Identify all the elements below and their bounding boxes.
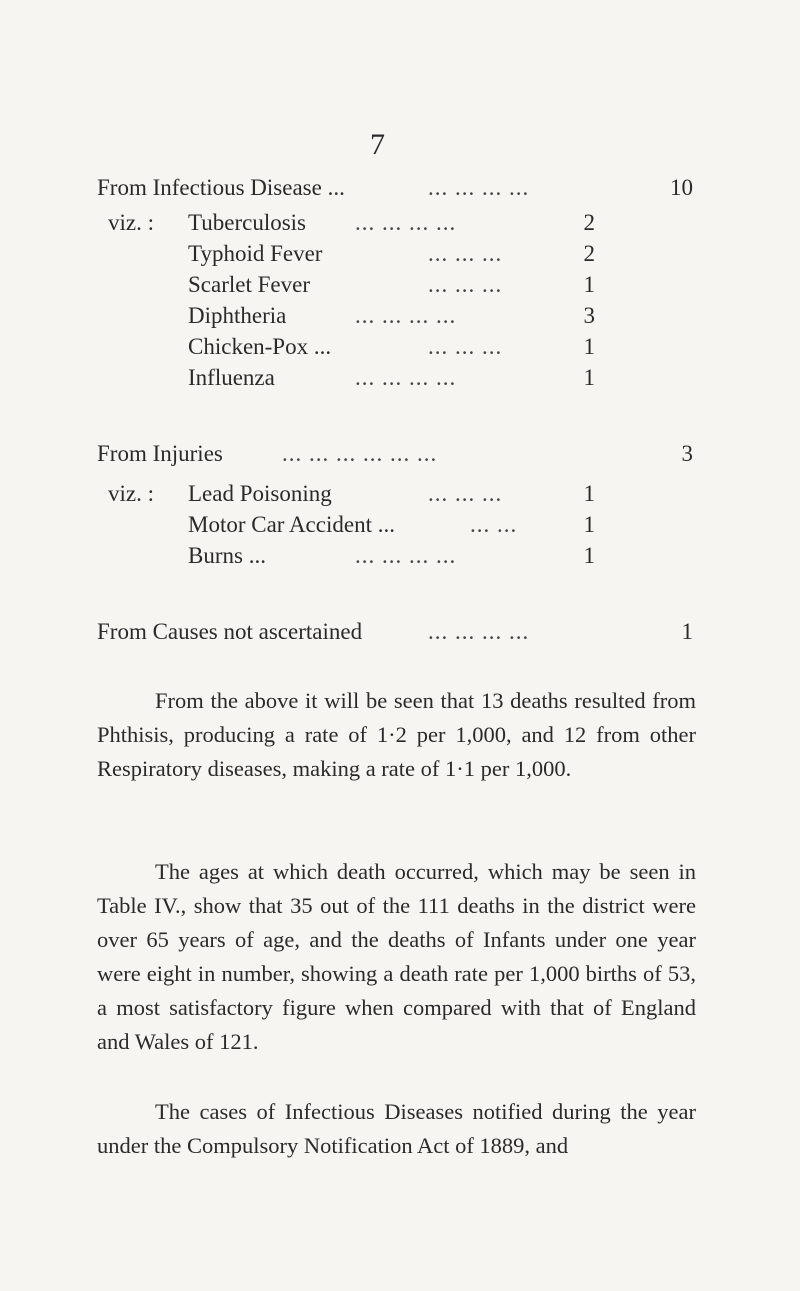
infectious-item-value: 2 xyxy=(583,210,595,235)
infectious-total: 10 xyxy=(670,175,693,200)
infectious-item-value: 1 xyxy=(583,272,595,297)
paragraph-text: The ages at which death occurred, which may be seen in Table IV., show that 35 out of the 111 deaths in the district were over 65 years of age, and the deaths of Infants under one year were eight in number, showing a death rate per 1,000 births of 53, a most satisfactory figure when compared with that of England and Wales of 121. xyxy=(97,859,696,1054)
not-ascertained-dots: ... ... ... ... xyxy=(428,619,530,644)
paragraph-phthisis xyxy=(97,684,696,786)
injuries-item-dots: ... ... xyxy=(470,512,518,537)
infectious-item-label: Influenza xyxy=(188,365,275,390)
injuries-heading-dots: ... ... ... ... ... ... xyxy=(282,441,438,466)
injuries-item-value: 1 xyxy=(583,512,595,537)
infectious-heading: From Infectious Disease ... xyxy=(97,175,345,200)
infectious-item-dots: ... ... ... xyxy=(428,272,503,297)
injuries-item-value: 1 xyxy=(583,481,595,506)
infectious-item-value: 1 xyxy=(583,334,595,359)
paragraph-text: The cases of Infectious Diseases notified during the year under the Compulsory Notification Act of 1889, and xyxy=(97,1099,696,1158)
infectious-item-dots: ... ... ... ... xyxy=(355,210,457,235)
paragraph-text: From the above it will be seen that 13 deaths resulted from Phthisis, producing a rate of 1·2 per 1,000, and 12 from other Respiratory diseases, making a rate of 1·1 per 1,000. xyxy=(97,688,696,781)
not-ascertained-total: 1 xyxy=(681,619,693,644)
injuries-item-dots: ... ... ... ... xyxy=(355,543,457,568)
infectious-item-dots: ... ... ... ... xyxy=(355,365,457,390)
injuries-item-value: 1 xyxy=(583,543,595,568)
injuries-item-label: Burns ... xyxy=(188,543,266,568)
infectious-item-dots: ... ... ... xyxy=(428,241,503,266)
injuries-item-dots: ... ... ... xyxy=(428,481,503,506)
infectious-item-label: Tuberculosis xyxy=(188,210,306,235)
injuries-item-label: Lead Poisoning xyxy=(188,481,332,506)
infectious-item-label: Chicken-Pox ... xyxy=(188,334,332,359)
infectious-item-dots: ... ... ... xyxy=(428,334,503,359)
injuries-heading: From Injuries xyxy=(97,441,223,466)
infectious-item-label: Scarlet Fever xyxy=(188,272,310,297)
injuries-total: 3 xyxy=(681,441,693,466)
paragraph-ages xyxy=(97,855,696,1059)
infectious-item-value: 2 xyxy=(583,241,595,266)
infectious-item-label: Typhoid Fever xyxy=(188,241,323,266)
infectious-item-value: 3 xyxy=(583,303,595,328)
infectious-item-dots: ... ... ... ... xyxy=(355,303,457,328)
paragraph-notification xyxy=(97,1095,696,1163)
infectious-item-value: 1 xyxy=(583,365,595,390)
infectious-heading-dots: ... ... ... ... xyxy=(428,175,530,200)
infectious-item-label: Diphtheria xyxy=(188,303,287,328)
infectious-viz: viz. : xyxy=(108,210,154,235)
page-number: 7 xyxy=(370,128,385,161)
not-ascertained-heading: From Causes not ascertained xyxy=(97,619,363,644)
injuries-viz: viz. : xyxy=(108,481,154,506)
injuries-item-label: Motor Car Accident ... xyxy=(188,512,395,537)
